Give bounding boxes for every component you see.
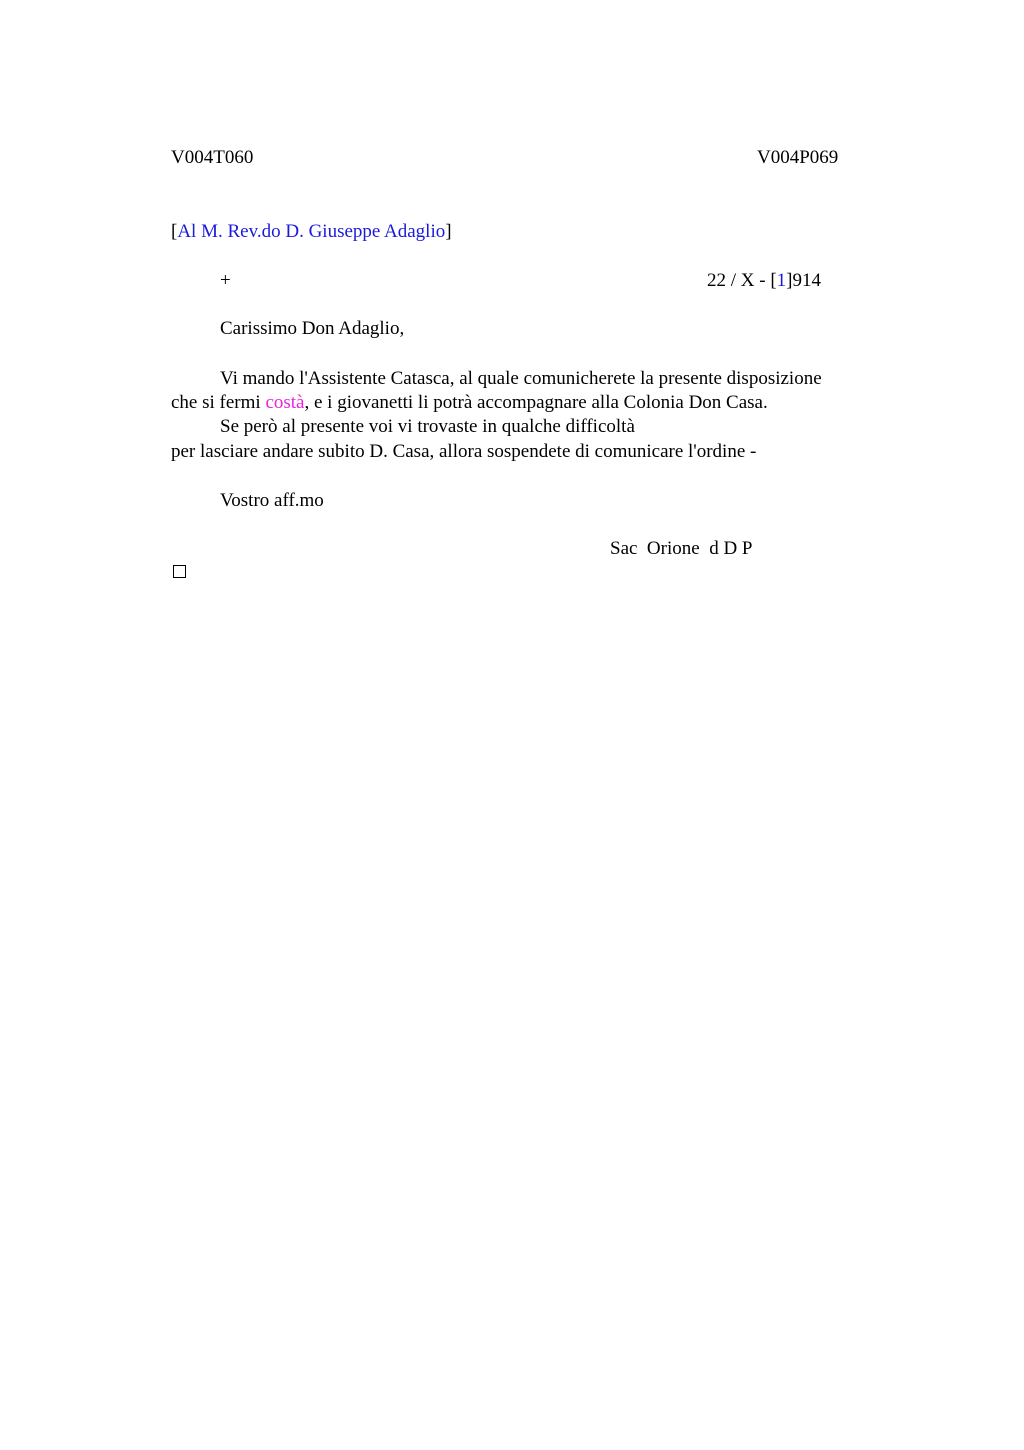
document-code-left: V004T060	[171, 147, 254, 168]
body-line-2-after: , e i giovanetti li potrà accompagnare alla Colonia Don Casa.	[304, 392, 768, 413]
body-line-2	[171, 391, 768, 415]
closing: Vostro aff.mo	[220, 490, 324, 511]
cross-symbol: +	[220, 270, 231, 291]
body-line-3: Se però al presente voi vi trovaste in qualche difficoltà	[220, 416, 635, 437]
date-century-digit: 1	[776, 270, 787, 291]
recipient-line	[171, 220, 452, 244]
recipient-close-bracket: ]	[445, 221, 452, 242]
body-line-4: per lasciare andare subito D. Casa, allora sospendete di comunicare l'ordine -	[171, 441, 757, 462]
recipient-name: Al M. Rev.do D. Giuseppe Adaglio	[177, 221, 446, 242]
highlighted-word: costà	[265, 392, 305, 413]
signature: Sac Orione d D P	[610, 538, 753, 559]
date-suffix: ]914	[786, 270, 821, 291]
body-line-2-before: che si fermi	[171, 392, 266, 413]
letter-date	[707, 269, 821, 293]
salutation: Carissimo Don Adaglio,	[220, 318, 405, 339]
date-prefix: 22 / X - [	[707, 270, 777, 291]
checkbox-square-icon	[173, 565, 186, 578]
document-code-right: V004P069	[757, 147, 839, 168]
body-line-1: Vi mando l'Assistente Catasca, al quale comunicherete la presente disposizione	[220, 368, 822, 389]
recipient-open-bracket: [	[171, 221, 178, 242]
